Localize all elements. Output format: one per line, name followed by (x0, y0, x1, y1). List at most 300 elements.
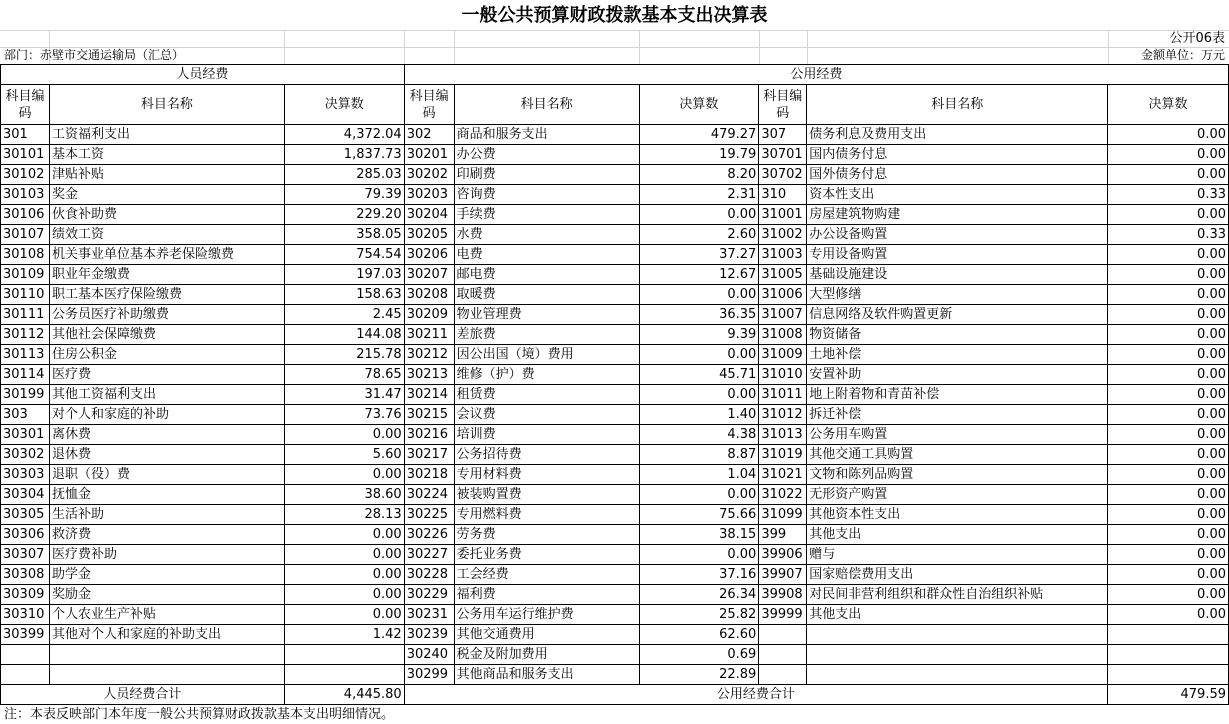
item-amount: 0.00 (1108, 525, 1229, 545)
item-amount: 754.54 (284, 245, 404, 265)
table-row (1, 585, 1229, 605)
item-amount: 0.00 (639, 205, 759, 225)
item-amount: 0.00 (1108, 285, 1229, 305)
item-code: 30106 (1, 205, 50, 225)
item-amount: 0.33 (1108, 225, 1229, 245)
column-header-amount: 决算数 (1108, 85, 1229, 125)
item-code: 31009 (759, 345, 807, 365)
item-amount: 9.39 (639, 325, 759, 345)
table-title: 一般公共预算财政拨款基本支出决算表 (461, 5, 768, 26)
item-amount: 73.76 (284, 405, 404, 425)
item-code: 31001 (759, 205, 807, 225)
item-amount: 2.45 (284, 305, 404, 325)
item-name: 助学金 (49, 565, 284, 585)
item-code: 30207 (404, 265, 454, 285)
table-row (1, 205, 1229, 225)
department-label: 部门：赤壁市交通运输局（汇总） (4, 48, 185, 62)
item-code: 303 (1, 405, 50, 425)
table-row (1, 405, 1229, 425)
item-amount: 0.00 (1108, 125, 1229, 145)
item-amount: 0.00 (639, 385, 759, 405)
item-name: 退职（役）费 (49, 465, 284, 485)
item-name: 土地补偿 (807, 345, 1108, 365)
item-amount: 22.89 (639, 665, 759, 685)
table-row (1, 245, 1229, 265)
item-name: 办公设备购置 (807, 225, 1108, 245)
item-name: 劳务费 (454, 525, 639, 545)
item-name: 物资储备 (807, 325, 1108, 345)
item-code: 302 (404, 125, 454, 145)
item-name: 对民间非营利组织和群众性自治组织补贴 (807, 585, 1108, 605)
item-amount: 0.00 (1108, 545, 1229, 565)
personnel-total-label: 人员经费合计 (1, 685, 285, 705)
item-name: 安置补助 (807, 365, 1108, 385)
table-row (1, 385, 1229, 405)
table-row (1, 485, 1229, 505)
item-name: 工资福利支出 (49, 125, 284, 145)
table-row (1, 465, 1229, 485)
item-code: 30305 (1, 505, 50, 525)
item-name: 信息网络及软件购置更新 (807, 305, 1108, 325)
item-code: 30301 (1, 425, 50, 445)
item-amount: 0.00 (639, 485, 759, 505)
item-amount: 8.20 (639, 165, 759, 185)
table-row (1, 305, 1229, 325)
item-amount: 0.00 (1108, 385, 1229, 405)
item-name: 委托业务费 (454, 545, 639, 565)
item-code: 30110 (1, 285, 50, 305)
item-code (759, 625, 807, 645)
item-name: 专用燃料费 (454, 505, 639, 525)
item-name: 基础设施建设 (807, 265, 1108, 285)
item-amount: 0.00 (284, 585, 404, 605)
item-amount: 0.00 (639, 285, 759, 305)
item-name: 水费 (454, 225, 639, 245)
item-name (49, 665, 284, 685)
item-name: 生活补助 (49, 505, 284, 525)
item-amount: 285.03 (284, 165, 404, 185)
column-header-code: 科目编码 (759, 85, 807, 125)
item-name: 对个人和家庭的补助 (49, 405, 284, 425)
item-amount: 1,837.73 (284, 145, 404, 165)
item-amount: 31.47 (284, 385, 404, 405)
item-name: 税金及附加费用 (454, 645, 639, 665)
item-name: 手续费 (454, 205, 639, 225)
item-code: 307 (759, 125, 807, 145)
header-gridlines (0, 30, 1229, 64)
item-amount: 38.15 (639, 525, 759, 545)
item-amount: 19.79 (639, 145, 759, 165)
item-name: 公务用车运行维护费 (454, 605, 639, 625)
item-name: 地上附着物和青苗补偿 (807, 385, 1108, 405)
item-code: 39999 (759, 605, 807, 625)
table-row (1, 325, 1229, 345)
item-code: 30108 (1, 245, 50, 265)
item-name: 专用材料费 (454, 465, 639, 485)
item-amount: 215.78 (284, 345, 404, 365)
item-code: 30399 (1, 625, 50, 645)
item-amount: 0.00 (284, 425, 404, 445)
item-name: 救济费 (49, 525, 284, 545)
table-row (1, 525, 1229, 545)
item-code: 30702 (759, 165, 807, 185)
item-amount: 5.60 (284, 445, 404, 465)
item-code: 30226 (404, 525, 454, 545)
item-amount: 0.00 (639, 545, 759, 565)
item-code: 30204 (404, 205, 454, 225)
item-code: 30224 (404, 485, 454, 505)
item-name: 职工基本医疗保险缴费 (49, 285, 284, 305)
item-name: 文物和陈列品购置 (807, 465, 1108, 485)
item-code: 30112 (1, 325, 50, 345)
item-name: 差旅费 (454, 325, 639, 345)
item-name: 公务招待费 (454, 445, 639, 465)
item-amount: 0.00 (1108, 165, 1229, 185)
item-amount (284, 665, 404, 685)
item-amount: 0.00 (1108, 485, 1229, 505)
item-amount: 0.00 (1108, 605, 1229, 625)
item-amount: 0.00 (284, 465, 404, 485)
item-code: 31010 (759, 365, 807, 385)
item-amount: 0.69 (639, 645, 759, 665)
item-code: 31006 (759, 285, 807, 305)
item-name: 被装购置费 (454, 485, 639, 505)
item-name: 其他交通费用 (454, 625, 639, 645)
item-amount: 2.31 (639, 185, 759, 205)
item-amount: 8.87 (639, 445, 759, 465)
item-amount: 0.00 (1108, 565, 1229, 585)
item-amount: 62.60 (639, 625, 759, 645)
item-code (759, 645, 807, 665)
item-code: 39908 (759, 585, 807, 605)
item-name: 其他支出 (807, 525, 1108, 545)
item-name: 抚恤金 (49, 485, 284, 505)
item-code (759, 665, 807, 685)
table-row (1, 445, 1229, 465)
item-code: 30304 (1, 485, 50, 505)
item-name: 取暖费 (454, 285, 639, 305)
item-name: 其他社会保障缴费 (49, 325, 284, 345)
item-name: 国外债务付息 (807, 165, 1108, 185)
item-code: 31012 (759, 405, 807, 425)
item-code: 30103 (1, 185, 50, 205)
column-header-name: 科目名称 (807, 85, 1108, 125)
item-amount: 0.00 (1108, 145, 1229, 165)
amount-unit-label: 金额单位：万元 (1140, 48, 1225, 62)
item-code: 399 (759, 525, 807, 545)
item-code: 31022 (759, 485, 807, 505)
item-amount: 45.71 (639, 365, 759, 385)
item-amount: 0.00 (1108, 265, 1229, 285)
item-name: 其他交通工具购置 (807, 445, 1108, 465)
item-amount: 0.33 (1108, 185, 1229, 205)
table-row (1, 225, 1229, 245)
item-amount: 0.00 (1108, 245, 1229, 265)
item-name: 维修（护）费 (454, 365, 639, 385)
item-code: 30201 (404, 145, 454, 165)
item-name: 其他资本性支出 (807, 505, 1108, 525)
item-name: 房屋建筑物购建 (807, 205, 1108, 225)
item-code: 30202 (404, 165, 454, 185)
item-code: 30302 (1, 445, 50, 465)
table-row (1, 145, 1229, 165)
item-code: 30213 (404, 365, 454, 385)
item-code: 30216 (404, 425, 454, 445)
item-code: 30114 (1, 365, 50, 385)
table-row (1, 665, 1229, 685)
item-amount: 1.42 (284, 625, 404, 645)
item-amount: 0.00 (1108, 465, 1229, 485)
item-amount (1108, 645, 1229, 665)
item-name: 其他工资福利支出 (49, 385, 284, 405)
item-name: 商品和服务支出 (454, 125, 639, 145)
item-code: 30203 (404, 185, 454, 205)
item-amount: 79.39 (284, 185, 404, 205)
item-code: 31002 (759, 225, 807, 245)
item-name: 拆迁补偿 (807, 405, 1108, 425)
item-name: 奖金 (49, 185, 284, 205)
item-amount: 158.63 (284, 285, 404, 305)
item-amount: 0.00 (1108, 345, 1229, 365)
item-amount: 229.20 (284, 205, 404, 225)
item-code: 30208 (404, 285, 454, 305)
item-code: 30212 (404, 345, 454, 365)
item-amount: 197.03 (284, 265, 404, 285)
item-amount (1108, 665, 1229, 685)
item-code: 31099 (759, 505, 807, 525)
item-name: 国内债务付息 (807, 145, 1108, 165)
item-code: 30310 (1, 605, 50, 625)
item-name: 培训费 (454, 425, 639, 445)
table-row (1, 425, 1229, 445)
table-row (1, 625, 1229, 645)
item-name: 电费 (454, 245, 639, 265)
item-amount: 1.04 (639, 465, 759, 485)
item-code: 30308 (1, 565, 50, 585)
item-amount: 0.00 (639, 345, 759, 365)
item-name: 个人农业生产补贴 (49, 605, 284, 625)
item-name: 赠与 (807, 545, 1108, 565)
item-amount: 75.66 (639, 505, 759, 525)
item-code: 30101 (1, 145, 50, 165)
item-code: 31013 (759, 425, 807, 445)
item-code: 30229 (404, 585, 454, 605)
item-amount: 28.13 (284, 505, 404, 525)
item-code: 30309 (1, 585, 50, 605)
item-amount: 0.00 (284, 605, 404, 625)
item-code: 30109 (1, 265, 50, 285)
item-name: 其他商品和服务支出 (454, 665, 639, 685)
item-code: 30113 (1, 345, 50, 365)
table-row (1, 285, 1229, 305)
item-amount: 358.05 (284, 225, 404, 245)
item-amount: 144.08 (284, 325, 404, 345)
table-row (1, 345, 1229, 365)
item-amount: 38.60 (284, 485, 404, 505)
item-code: 31019 (759, 445, 807, 465)
item-code: 30239 (404, 625, 454, 645)
item-amount: 12.67 (639, 265, 759, 285)
item-amount: 78.65 (284, 365, 404, 385)
personnel-section-header: 人员经费 (1, 65, 405, 85)
item-amount (284, 645, 404, 665)
item-code: 30228 (404, 565, 454, 585)
item-code: 301 (1, 125, 50, 145)
form-number: 公开06表 (1169, 31, 1225, 46)
item-code: 39907 (759, 565, 807, 585)
item-amount: 37.27 (639, 245, 759, 265)
item-name: 伙食补助费 (49, 205, 284, 225)
item-amount: 0.00 (1108, 405, 1229, 425)
item-amount: 0.00 (284, 525, 404, 545)
item-amount: 4,372.04 (284, 125, 404, 145)
item-amount: 0.00 (1108, 305, 1229, 325)
item-name: 咨询费 (454, 185, 639, 205)
public-total-value: 479.59 (1108, 685, 1229, 705)
table-row (1, 505, 1229, 525)
item-amount: 0.00 (1108, 325, 1229, 345)
item-amount: 36.35 (639, 305, 759, 325)
column-header-name: 科目名称 (49, 85, 284, 125)
item-code: 31005 (759, 265, 807, 285)
item-name: 因公出国（境）费用 (454, 345, 639, 365)
item-amount: 0.00 (1108, 205, 1229, 225)
column-header-name: 科目名称 (454, 85, 639, 125)
item-name: 债务利息及费用支出 (807, 125, 1108, 145)
item-code (1, 665, 50, 685)
item-code: 30102 (1, 165, 50, 185)
item-code: 30206 (404, 245, 454, 265)
item-name (807, 665, 1108, 685)
item-name: 印刷费 (454, 165, 639, 185)
expenditure-table (0, 64, 1229, 705)
item-name: 离休费 (49, 425, 284, 445)
table-row (1, 545, 1229, 565)
item-code: 31003 (759, 245, 807, 265)
item-amount: 479.27 (639, 125, 759, 145)
item-name (807, 645, 1108, 665)
item-amount: 25.82 (639, 605, 759, 625)
item-amount: 0.00 (1108, 505, 1229, 525)
table-row (1, 185, 1229, 205)
item-code: 39906 (759, 545, 807, 565)
item-amount: 0.00 (1108, 425, 1229, 445)
item-name: 公务员医疗补助缴费 (49, 305, 284, 325)
footnote: 注：本表反映部门本年度一般公共预算财政拨款基本支出明细情况。 (4, 707, 395, 722)
item-name: 其他支出 (807, 605, 1108, 625)
item-name: 职业年金缴费 (49, 265, 284, 285)
item-amount (1108, 625, 1229, 645)
item-code: 31007 (759, 305, 807, 325)
item-name: 资本性支出 (807, 185, 1108, 205)
item-name: 国家赔偿费用支出 (807, 565, 1108, 585)
item-name: 物业管理费 (454, 305, 639, 325)
public-section-header: 公用经费 (404, 65, 1228, 85)
item-code: 30227 (404, 545, 454, 565)
item-code: 30299 (404, 665, 454, 685)
column-header-amount: 决算数 (639, 85, 759, 125)
item-name: 其他对个人和家庭的补助支出 (49, 625, 284, 645)
item-name: 邮电费 (454, 265, 639, 285)
item-name: 专用设备购置 (807, 245, 1108, 265)
item-name: 会议费 (454, 405, 639, 425)
item-code: 30199 (1, 385, 50, 405)
item-name (807, 625, 1108, 645)
item-code: 30307 (1, 545, 50, 565)
item-code: 30225 (404, 505, 454, 525)
item-code: 30215 (404, 405, 454, 425)
item-name: 福利费 (454, 585, 639, 605)
table-row (1, 125, 1229, 145)
item-code: 30240 (404, 645, 454, 665)
item-name: 公务用车购置 (807, 425, 1108, 445)
table-row (1, 265, 1229, 285)
item-name: 住房公积金 (49, 345, 284, 365)
item-code: 30231 (404, 605, 454, 625)
item-code: 30209 (404, 305, 454, 325)
item-amount: 0.00 (1108, 445, 1229, 465)
item-name: 医疗费 (49, 365, 284, 385)
item-amount: 0.00 (1108, 585, 1229, 605)
item-name: 退休费 (49, 445, 284, 465)
item-name: 基本工资 (49, 145, 284, 165)
item-amount: 2.60 (639, 225, 759, 245)
column-header-code: 科目编码 (404, 85, 454, 125)
table-row (1, 645, 1229, 665)
item-code: 30211 (404, 325, 454, 345)
table-row (1, 165, 1229, 185)
item-amount: 26.34 (639, 585, 759, 605)
item-name: 津贴补贴 (49, 165, 284, 185)
item-name: 办公费 (454, 145, 639, 165)
public-total-label: 公用经费合计 (404, 685, 1107, 705)
item-name: 大型修缮 (807, 285, 1108, 305)
item-code (1, 645, 50, 665)
column-header-amount: 决算数 (284, 85, 404, 125)
item-name: 绩效工资 (49, 225, 284, 245)
item-name: 医疗费补助 (49, 545, 284, 565)
table-row (1, 365, 1229, 385)
item-code: 30111 (1, 305, 50, 325)
item-code: 31021 (759, 465, 807, 485)
item-amount: 37.16 (639, 565, 759, 585)
item-code: 30217 (404, 445, 454, 465)
item-name: 奖励金 (49, 585, 284, 605)
item-code: 30306 (1, 525, 50, 545)
item-code: 31008 (759, 325, 807, 345)
item-name: 工会经费 (454, 565, 639, 585)
item-code: 30214 (404, 385, 454, 405)
item-code: 30205 (404, 225, 454, 245)
item-name: 机关事业单位基本养老保险缴费 (49, 245, 284, 265)
item-amount: 4.38 (639, 425, 759, 445)
table-row (1, 565, 1229, 585)
item-code: 30107 (1, 225, 50, 245)
table-row (1, 605, 1229, 625)
item-code: 30303 (1, 465, 50, 485)
item-amount: 1.40 (639, 405, 759, 425)
item-name: 无形资产购置 (807, 485, 1108, 505)
item-amount: 0.00 (1108, 365, 1229, 385)
item-code: 310 (759, 185, 807, 205)
column-header-code: 科目编码 (1, 85, 50, 125)
personnel-total-value: 4,445.80 (284, 685, 404, 705)
item-amount: 0.00 (284, 545, 404, 565)
item-amount: 0.00 (284, 565, 404, 585)
item-name (49, 645, 284, 665)
item-code: 31011 (759, 385, 807, 405)
item-code: 30218 (404, 465, 454, 485)
